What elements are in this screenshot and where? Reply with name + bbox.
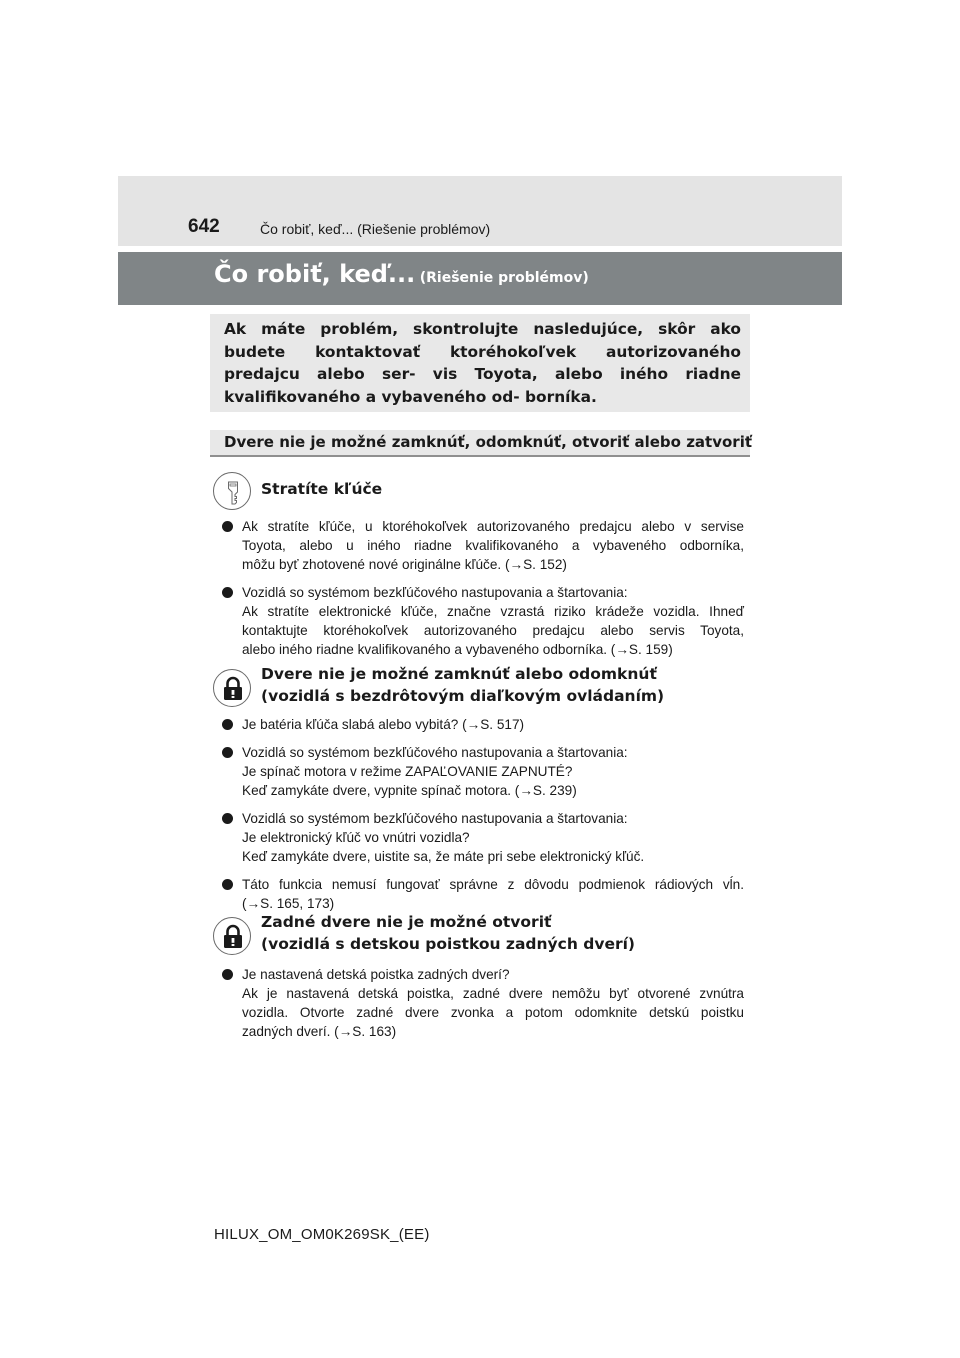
key-icon	[213, 472, 251, 510]
text-line: zadných dverí. (→S. 163)	[242, 1024, 397, 1039]
lock-unlock-heading	[261, 663, 664, 707]
text-line: Ak stratíte elektronické kľúče, značne vzrastá riziko krádeže vozidla. Ihneď	[242, 604, 744, 619]
bullet-dot	[222, 587, 233, 598]
bullet-dot	[222, 521, 233, 532]
page-title-sub: (Riešenie problémov)	[419, 270, 589, 286]
padlock-icon	[213, 669, 251, 707]
list-item	[222, 965, 744, 1041]
text-line: Je batéria kľúča slabá alebo vybitá? (→S. 517)	[242, 717, 525, 732]
bullet-dot	[222, 969, 233, 980]
heading-line: (vozidlá s bezdrôtovým diaľkovým ovládaním)	[261, 687, 665, 705]
intro-box	[210, 314, 750, 412]
text-line: Je elektronický kľúč vo vnútri vozidla?	[242, 830, 470, 845]
text-line: Je nastavená detská poistka zadných dverí?	[242, 967, 510, 982]
text-line: Keď zamykáte dvere, uistite sa, že máte pri sebe elektronický kľúč.	[242, 849, 645, 864]
heading-line: (vozidlá s detskou poistkou zadných dverí)	[261, 935, 636, 953]
bullet-dot	[222, 719, 233, 730]
running-title: Čo robiť, keď... (Riešenie problémov)	[260, 221, 491, 237]
list-item	[222, 715, 744, 734]
intro-line: kontaktovať ktoréhokoľvek autorizovaného predajcu alebo ser-	[224, 342, 741, 383]
page-title	[214, 260, 589, 288]
rear-doors-heading	[261, 911, 635, 955]
page-title-main: Čo robiť, keď...	[214, 260, 416, 288]
list-item	[222, 743, 744, 800]
text-line: Toyota, alebo u iného riadne kvalifikovaného a vybaveného odborníka,	[242, 538, 744, 553]
bullet-dot	[222, 879, 233, 890]
heading-line: Dvere nie je možné zamknúť alebo odomknúť	[261, 665, 657, 683]
page-number: 642	[188, 216, 220, 237]
text-line: Je spínač motora v režime ZAPAĽOVANIE ZAPNUTÉ?	[242, 764, 573, 779]
footer-code: HILUX_OM_OM0K269SK_(EE)	[214, 1226, 430, 1243]
intro-line: Ak máte problém, skontrolujte nasledujúce, skôr ako budete	[224, 320, 741, 361]
bullet-dot	[222, 747, 233, 758]
lock-unlock-list	[222, 715, 744, 913]
intro-line: vis Toyota, alebo iného riadne kvalifikovaného a vybaveného od-	[224, 365, 741, 406]
lost-keys-heading: Stratíte kľúče	[261, 480, 383, 498]
text-line: vozidla. Otvorte zadné dvere zvonka a potom odomknite detskú poistku	[242, 1005, 744, 1020]
intro-text	[224, 318, 741, 408]
text-line: môžu byť zhotovené nové originálne kľúče. (→S. 152)	[242, 557, 567, 572]
list-item	[222, 809, 744, 866]
padlock-icon	[213, 917, 251, 955]
intro-line: borníka.	[525, 387, 597, 406]
section-heading: Dvere nie je možné zamknúť, odomknúť, otvoriť alebo zatvoriť	[210, 430, 750, 457]
text-line: kontaktujte ktoréhokoľvek autorizovaného predajcu alebo servis Toyota,	[242, 623, 744, 638]
list-item	[222, 875, 744, 913]
rear-doors-list	[222, 965, 744, 1041]
text-line: Ak stratíte kľúče, u ktoréhokoľvek autorizovaného predajcu alebo v servise	[242, 519, 744, 534]
text-line: Vozidlá so systémom bezkľúčového nastupovania a štartovania:	[242, 811, 628, 826]
text-line: Táto funkcia nemusí fungovať správne z dôvodu podmienok rádiových vĺn.	[242, 877, 744, 892]
lost-keys-list	[222, 517, 744, 659]
heading-line: Zadné dvere nie je možné otvoriť	[261, 913, 552, 931]
text-line: (→S. 165, 173)	[242, 896, 335, 911]
text-line: Ak je nastavená detská poistka, zadné dvere nemôžu byť otvorené zvnútra	[242, 986, 744, 1001]
text-line: alebo iného riadne kvalifikovaného a vybaveného odborníka. (→S. 159)	[242, 642, 673, 657]
list-item	[222, 583, 744, 659]
text-line: Vozidlá so systémom bezkľúčového nastupovania a štartovania:	[242, 585, 628, 600]
bullet-dot	[222, 813, 233, 824]
text-line: Keď zamykáte dvere, vypnite spínač motora. (→S. 239)	[242, 783, 577, 798]
text-line: Vozidlá so systémom bezkľúčového nastupovania a štartovania:	[242, 745, 628, 760]
list-item	[222, 517, 744, 574]
